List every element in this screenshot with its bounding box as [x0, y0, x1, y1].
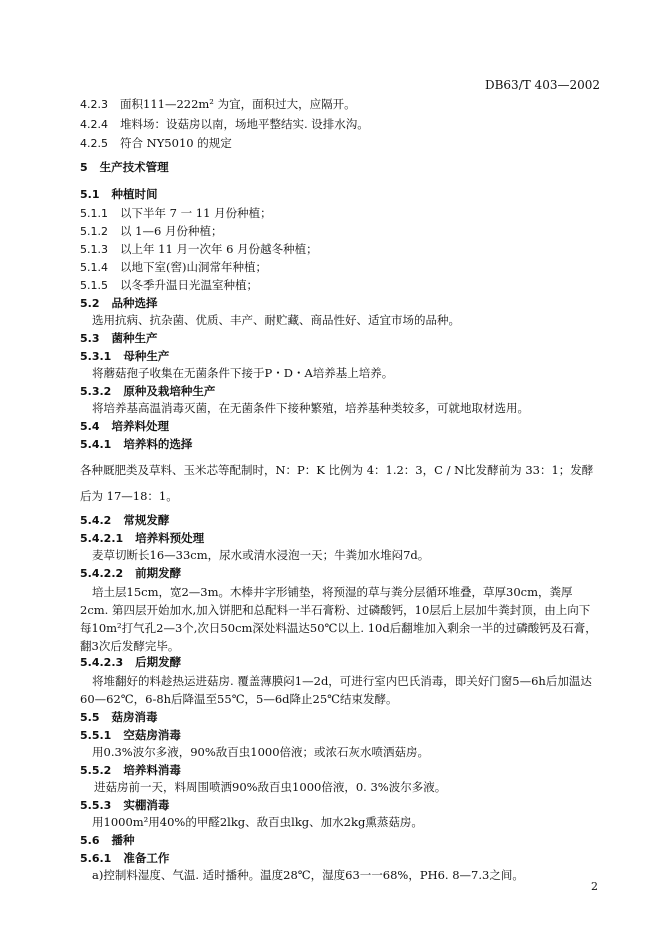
clause-5-5-3-body: 用1000m²用40%的甲醛2lkg、敌百虫lkg、加水2kg熏蒸菇房。: [92, 815, 423, 829]
clause-text: 后期发酵: [135, 655, 182, 669]
clause-number: 5.5.2: [80, 764, 112, 777]
clause-text: 品种选择: [111, 296, 158, 310]
clause-number: 5.1.5: [80, 279, 108, 292]
clause-5-5-2: [80, 763, 181, 778]
clause-5-1-5: [80, 278, 258, 293]
clause-5-4-2: [80, 513, 169, 528]
clause-5-3-1-body: 将蘑菇孢子收集在无菌条件下接于P・D・A培养基上培养。: [92, 366, 394, 380]
clause-number: 5.4.2.3: [80, 656, 124, 669]
clause-text: 空菇房消毒: [123, 728, 181, 742]
clause-5-3: [80, 331, 158, 346]
clause-number: 5.1: [80, 188, 100, 201]
clause-number: 5: [80, 161, 88, 174]
clause-number: 5.3.2: [80, 385, 112, 398]
clause-text: 培养料的选择: [123, 437, 193, 451]
clause-5-4-2-3: [80, 655, 181, 670]
clause-text: 菇房消毒: [111, 710, 158, 724]
section-5-heading: [80, 160, 169, 175]
clause-number: 5.6.1: [80, 852, 112, 865]
clause-5-4-2-3-body: 将堆翻好的料趁热运进菇房. 覆盖薄膜闷1—2d，可进行室内巴氏消毒，即关好门窗5—6h后加温达60—62℃，6-8h后降温至55℃，5—6d降止25℃结束发酵。: [80, 674, 592, 706]
clause-5-5-3: [80, 798, 169, 813]
clause-text: 面积111—222m² 为宜，面积过大，应隔开。: [120, 97, 356, 111]
clause-number: 5.1.3: [80, 243, 108, 256]
clause-number: 5.3: [80, 332, 100, 345]
clause-5-2-body: 选用抗病、抗杂菌、优质、丰产、耐贮藏、商品性好、适宜市场的品种。: [92, 313, 460, 327]
clause-number: 5.1.2: [80, 225, 108, 238]
clause-5-6-1: [80, 851, 169, 866]
clause-text: 常规发酵: [123, 513, 170, 527]
clause-text: 培养料预处理: [135, 531, 205, 545]
clause-text: 以上年 11 月一次年 6 月份越冬种植；: [120, 242, 318, 256]
clause-5-5-1: [80, 728, 181, 743]
clause-number: 5.4.2.2: [80, 567, 124, 580]
clause-5-4-1: [80, 437, 192, 452]
clause-5-3-2-body: 将培养基高温消毒灭菌，在无菌条件下接种繁殖，培养基种类较多，可就地取材选用。: [92, 401, 529, 415]
clause-text: 符合 NY5010 的规定: [120, 136, 232, 150]
clause-number: 5.5: [80, 711, 100, 724]
clause-5-4-2-2: [80, 566, 181, 581]
clause-number: 5.5.1: [80, 729, 112, 742]
clause-number: 5.1.1: [80, 207, 108, 220]
clause-text: 原种及栽培种生产: [123, 384, 216, 398]
clause-5-5-1-body: 用0.3%波尔多液，90%敌百虫1000倍液；或浓石灰水喷洒菇房。: [92, 745, 430, 759]
clause-number: 4.2.4: [80, 118, 108, 131]
clause-5-1: [80, 187, 158, 202]
clause-text: 以地下室(窖)山洞常年种植；: [120, 260, 267, 274]
clause-5-5-2-body: 进菇房前一天，料周围喷洒90%敌百虫1000倍液，0. 3%波尔多液。: [94, 780, 447, 794]
clause-text: 准备工作: [123, 851, 170, 865]
clause-4-2-3: [80, 97, 356, 112]
clause-text: 播种: [111, 833, 135, 847]
clause-number: 5.4.1: [80, 438, 112, 451]
clause-text: 培养料处理: [111, 419, 169, 433]
clause-number: 5.4: [80, 420, 100, 433]
clause-5-1-1: [80, 206, 272, 221]
clause-text: 培养料消毒: [123, 763, 181, 777]
clause-5-1-2: [80, 224, 222, 239]
clause-text: 菌种生产: [111, 331, 158, 345]
clause-number: 5.4.2.1: [80, 532, 124, 545]
clause-5-4-2-1-body: 麦草切断长16—33cm，尿水或清水浸泡一天；牛粪加水堆闷7d。: [92, 548, 430, 562]
clause-5-3-1: [80, 349, 169, 364]
clause-number: 5.1.4: [80, 261, 108, 274]
clause-5-6-1-body: a)控制料湿度、气温. 适时播种。温度28℃，湿度63一一68%，PH6. 8—7.3之间。: [92, 868, 524, 882]
clause-5-6: [80, 833, 135, 848]
document-header: DB63/T 403—2002: [484, 78, 600, 92]
clause-text: 母种生产: [123, 349, 170, 363]
clause-number: 5.3.1: [80, 350, 112, 363]
clause-number: 5.4.2: [80, 514, 112, 527]
clause-number: 5.5.3: [80, 799, 112, 812]
clause-5-1-4: [80, 260, 267, 275]
clause-text: 生产技术管理: [99, 160, 169, 174]
page-number: 2: [591, 880, 598, 893]
clause-5-4-1-body-1: 各种厩肥类及草料、玉米芯等配制时，N：P：K 比例为 4：1.2：3，C / N比发酵前为 33：1；发酵: [80, 463, 594, 477]
clause-text: 前期发酵: [135, 566, 182, 580]
clause-5-4-2-1: [80, 531, 204, 546]
clause-number: 4.2.5: [80, 137, 108, 150]
clause-5-4-2-2-body: 培土层15cm，宽2—3m。木棒井字形铺垫，将预湿的草与粪分层循环堆叠，草厚30cm，粪厚2cm. 第四层开始加水,加入饼肥和总配料一半石膏粉、过磷酸钙，10层后上层加牛粪封顶，由上向下每10m²打气孔2—3个,次日50cm深处料温达50℃以上. 10d后翻堆加入剩余一半的过磷酸钙及石膏，翻3次后发酵完毕。: [80, 585, 597, 653]
clause-5-1-3: [80, 242, 318, 257]
clause-5-2: [80, 296, 158, 311]
clause-text: 以冬季升温日光温室种植；: [120, 278, 258, 292]
clause-4-2-5: [80, 136, 232, 151]
clause-text: 以下半年 7 一 11 月份种植；: [120, 206, 272, 220]
clause-number: 5.6: [80, 834, 100, 847]
clause-text: 实棚消毒: [123, 798, 170, 812]
clause-5-3-2: [80, 384, 215, 399]
clause-number: 4.2.3: [80, 98, 108, 111]
clause-5-4: [80, 419, 169, 434]
clause-5-4-1-body-2: 后为 17—18：1。: [80, 489, 178, 503]
clause-4-2-4: [80, 117, 369, 132]
clause-5-5: [80, 710, 158, 725]
clause-text: 堆料场：设菇房以南，场地平整结实. 设排水沟。: [120, 117, 369, 131]
clause-text: 种植时间: [111, 187, 158, 201]
clause-text: 以 1—6 月份种植；: [120, 224, 223, 238]
clause-number: 5.2: [80, 297, 100, 310]
